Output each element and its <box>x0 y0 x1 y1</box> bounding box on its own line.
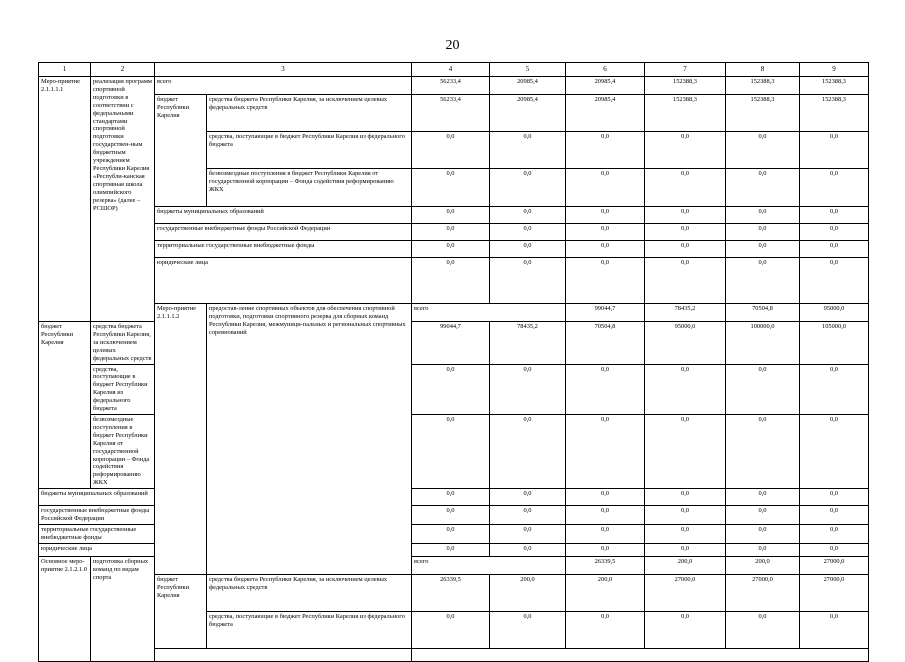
value-cell: 0,0 <box>490 207 566 224</box>
value-cell: 0,0 <box>490 414 566 488</box>
value-cell: 0,0 <box>412 489 490 506</box>
value-cell: 56233,4 <box>412 77 490 95</box>
value-cell: 0,0 <box>566 169 645 207</box>
value-cell: 0,0 <box>726 506 800 525</box>
value-cell: 78435,2 <box>645 304 726 322</box>
value-cell: 200,0 <box>726 556 800 574</box>
value-cell: 0,0 <box>490 224 566 241</box>
header-cell: 2 <box>91 63 155 77</box>
value-cell: 0,0 <box>412 132 490 169</box>
empty-cell <box>412 648 869 661</box>
source-label: средства бюджета Республики Карелия, за исключением целевых федеральных средств <box>207 574 412 611</box>
value-cell: 78435,2 <box>490 322 566 365</box>
value-cell: 0,0 <box>726 207 800 224</box>
value-cell: 27000,0 <box>800 574 869 611</box>
value-cell: 0,0 <box>566 414 645 488</box>
value-cell: 27000,0 <box>726 574 800 611</box>
value-cell: 0,0 <box>726 258 800 304</box>
value-cell: 0,0 <box>645 414 726 488</box>
row-own <box>39 95 869 132</box>
value-cell: 0,0 <box>800 489 869 506</box>
source-label: безвозмездные поступления в бюджет Республики Карелия от государственной корпорации – Фонда содействия реформированию ЖКХ <box>207 169 412 207</box>
value-cell: 70504,8 <box>566 322 645 365</box>
source-label: территориальные государственные внебюджетные фонды <box>39 524 155 543</box>
value-cell: 0,0 <box>800 506 869 525</box>
value-cell: 0,0 <box>490 364 566 414</box>
value-cell: 0,0 <box>412 224 490 241</box>
value-cell: 0,0 <box>645 489 726 506</box>
value-cell: 0,0 <box>800 241 869 258</box>
value-cell: 0,0 <box>645 132 726 169</box>
value-cell: 99044,7 <box>566 304 645 322</box>
measure-code: Меро-приятие 2.1.1.1.1 <box>39 77 91 322</box>
value-cell: 0,0 <box>726 489 800 506</box>
value-cell: 0,0 <box>412 611 490 648</box>
source-label: всего <box>155 77 412 95</box>
page-number: 20 <box>445 38 460 53</box>
source-label: юридические лица <box>39 543 155 556</box>
value-cell: 0,0 <box>412 169 490 207</box>
value-cell: 0,0 <box>566 241 645 258</box>
value-cell: 100000,0 <box>726 322 800 365</box>
header-cell: 7 <box>645 63 726 77</box>
value-cell: 200,0 <box>566 574 645 611</box>
source-label: средства, поступающие в бюджет Республики Карелия из федерального бюджета <box>207 611 412 648</box>
value-cell: 0,0 <box>645 258 726 304</box>
value-cell: 152388,3 <box>645 77 726 95</box>
value-cell: 26339,5 <box>566 556 645 574</box>
value-cell: 0,0 <box>412 207 490 224</box>
value-cell: 0,0 <box>412 241 490 258</box>
value-cell: 99044,7 <box>412 322 490 365</box>
value-cell: 0,0 <box>490 132 566 169</box>
value-cell: 0,0 <box>566 364 645 414</box>
row-total <box>39 304 869 322</box>
value-cell: 0,0 <box>412 506 490 525</box>
measure-name: предостав-ление спортивных объектов для обеспечения спортивной подготовки, подготовки спортивного резерва для сборных команд Республики Карелия, межмуници-пальных и региональных спортивных соревнований <box>207 304 412 575</box>
value-cell: 0,0 <box>645 506 726 525</box>
header-cell: 3 <box>155 63 412 77</box>
value-cell: 95000,0 <box>800 304 869 322</box>
header-cell: 6 <box>566 63 645 77</box>
header-row <box>39 63 869 77</box>
row-territorial <box>39 241 869 258</box>
empty-cell <box>155 648 412 661</box>
budget-label: бюджет Республики Карелия <box>155 574 207 648</box>
value-cell: 0,0 <box>726 224 800 241</box>
value-cell: 200,0 <box>645 556 726 574</box>
row-state_funds <box>39 224 869 241</box>
value-cell: 0,0 <box>566 224 645 241</box>
value-cell: 152388,3 <box>800 77 869 95</box>
value-cell: 0,0 <box>490 241 566 258</box>
value-cell: 0,0 <box>800 224 869 241</box>
row-municipal <box>39 207 869 224</box>
budget-label: бюджет Республики Карелия <box>39 322 91 489</box>
source-label: бюджеты муниципальных образований <box>155 207 412 224</box>
value-cell: 0,0 <box>490 524 566 543</box>
value-cell: 0,0 <box>566 543 645 556</box>
value-cell: 200,0 <box>490 574 566 611</box>
value-cell: 152388,3 <box>645 95 726 132</box>
value-cell: 20985,4 <box>490 95 566 132</box>
value-cell: 0,0 <box>645 524 726 543</box>
value-cell: 0,0 <box>490 611 566 648</box>
value-cell: 0,0 <box>800 524 869 543</box>
measure-code: Основное меро-приятие 2.1.2.1.0 <box>39 556 91 661</box>
header-cell: 5 <box>490 63 566 77</box>
budget-label: бюджет Республики Карелия <box>155 95 207 207</box>
budget-table <box>38 62 869 662</box>
source-label: государственные внебюджетные фонды Российской Федерации <box>39 506 155 525</box>
header-cell: 9 <box>800 63 869 77</box>
value-cell: 0,0 <box>645 364 726 414</box>
value-cell: 0,0 <box>490 169 566 207</box>
value-cell: 0,0 <box>566 207 645 224</box>
source-label: территориальные государственные внебюджетные фонды <box>155 241 412 258</box>
source-label: всего <box>412 304 566 322</box>
value-cell: 20985,4 <box>490 77 566 95</box>
value-cell: 0,0 <box>645 611 726 648</box>
value-cell: 152388,3 <box>726 77 800 95</box>
value-cell: 0,0 <box>726 241 800 258</box>
value-cell: 0,0 <box>645 224 726 241</box>
value-cell: 0,0 <box>412 524 490 543</box>
source-label: средства бюджета Республики Карелия, за исключением целевых федеральных средств <box>91 322 155 365</box>
value-cell: 0,0 <box>800 207 869 224</box>
value-cell: 0,0 <box>800 364 869 414</box>
source-label: средства, поступающие в бюджет Республики Карелия из федерального бюджета <box>91 364 155 414</box>
value-cell: 0,0 <box>800 611 869 648</box>
measure-code: Меро-приятие 2.1.1.1.2 <box>155 304 207 575</box>
value-cell: 56233,4 <box>412 95 490 132</box>
value-cell: 0,0 <box>490 543 566 556</box>
value-cell: 0,0 <box>412 364 490 414</box>
source-label: всего <box>412 556 566 574</box>
value-cell: 27000,0 <box>800 556 869 574</box>
value-cell: 152388,3 <box>726 95 800 132</box>
value-cell: 105000,0 <box>800 322 869 365</box>
value-cell: 0,0 <box>645 241 726 258</box>
value-cell: 0,0 <box>726 543 800 556</box>
value-cell: 0,0 <box>566 506 645 525</box>
value-cell: 0,0 <box>800 132 869 169</box>
value-cell: 0,0 <box>645 543 726 556</box>
value-cell: 0,0 <box>412 258 490 304</box>
value-cell: 20985,4 <box>566 77 645 95</box>
value-cell: 95000,0 <box>645 322 726 365</box>
value-cell: 0,0 <box>645 169 726 207</box>
header-cell: 4 <box>412 63 490 77</box>
value-cell: 27000,0 <box>645 574 726 611</box>
value-cell: 0,0 <box>645 207 726 224</box>
row-own <box>39 574 869 611</box>
row-continued <box>39 648 869 661</box>
value-cell: 0,0 <box>800 414 869 488</box>
measure-name: реализация программ спортивной подготовки в соответствии с федеральными стандартами спортивной подготовки государствен-ным бюджетным учреждением Республики Карелия «Республи-канская спортивная школа олимпийского резерва» (далее – РСШОР) <box>91 77 155 322</box>
source-label: средства бюджета Республики Карелия, за исключением целевых федеральных средств <box>207 95 412 132</box>
value-cell: 20985,4 <box>566 95 645 132</box>
value-cell: 26339,5 <box>412 574 490 611</box>
source-label: государственные внебюджетные фонды Российской Федерации <box>155 224 412 241</box>
source-label: безвозмездные поступления в бюджет Республики Карелия от государственной корпорации – Фонда содействия реформированию ЖКХ <box>91 414 155 488</box>
value-cell: 0,0 <box>490 258 566 304</box>
value-cell: 0,0 <box>800 169 869 207</box>
value-cell: 0,0 <box>490 506 566 525</box>
source-label: бюджеты муниципальных образований <box>39 489 155 506</box>
value-cell: 0,0 <box>566 258 645 304</box>
source-label: средства, поступающие в бюджет Республики Карелия из федерального бюджета <box>207 132 412 169</box>
measure-name: подготовка сборных команд по видам спорта <box>91 556 155 661</box>
value-cell: 0,0 <box>726 524 800 543</box>
value-cell: 0,0 <box>412 543 490 556</box>
value-cell: 0,0 <box>726 414 800 488</box>
value-cell: 0,0 <box>566 132 645 169</box>
value-cell: 0,0 <box>566 489 645 506</box>
value-cell: 0,0 <box>726 132 800 169</box>
value-cell: 0,0 <box>726 364 800 414</box>
value-cell: 0,0 <box>726 169 800 207</box>
value-cell: 70504,8 <box>726 304 800 322</box>
value-cell: 0,0 <box>566 611 645 648</box>
value-cell: 0,0 <box>566 524 645 543</box>
source-label: юридические лица <box>155 258 412 304</box>
header-cell: 8 <box>726 63 800 77</box>
value-cell: 152388,3 <box>800 95 869 132</box>
header-cell: 1 <box>39 63 91 77</box>
value-cell: 0,0 <box>726 611 800 648</box>
row-total <box>39 77 869 95</box>
value-cell: 0,0 <box>412 414 490 488</box>
value-cell: 0,0 <box>800 258 869 304</box>
value-cell: 0,0 <box>800 543 869 556</box>
value-cell: 0,0 <box>490 489 566 506</box>
row-legal <box>39 258 869 304</box>
